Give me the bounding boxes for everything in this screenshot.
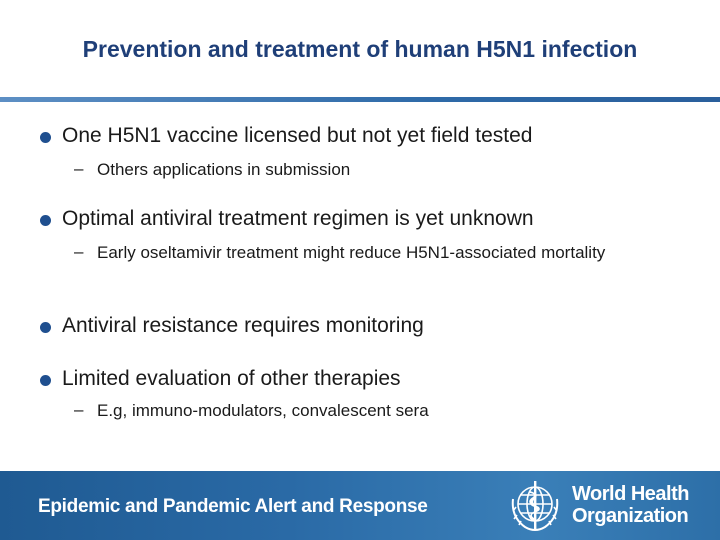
- sub-bullet-item: E.g, immuno-modulators, convalescent sera: [97, 401, 429, 420]
- bullet-dot: [40, 132, 51, 143]
- title-divider: [0, 97, 720, 102]
- footer-banner: [0, 471, 720, 540]
- sub-bullet-dash: –: [74, 159, 84, 178]
- bullet-dot: [40, 375, 51, 386]
- who-wordmark-line1: World Health: [572, 483, 689, 505]
- slide-title: Prevention and treatment of human H5N1 infection: [82, 36, 638, 62]
- who-emblem-icon: [505, 477, 565, 537]
- who-wordmark-line2: Organization: [572, 505, 689, 527]
- bullet-dot: [40, 215, 51, 226]
- bullet-item: Limited evaluation of other therapies: [62, 367, 401, 390]
- bullet-dot: [40, 322, 51, 333]
- sub-bullet-dash: –: [74, 242, 84, 261]
- sub-bullet-item: Early oseltamivir treatment might reduce H5N1-associated mortality: [97, 243, 606, 262]
- bullet-item: One H5N1 vaccine licensed but not yet field tested: [62, 124, 533, 147]
- bullet-item: Antiviral resistance requires monitoring: [62, 314, 424, 337]
- sub-bullet-dash: –: [74, 400, 84, 419]
- who-wordmark: [572, 483, 689, 527]
- bullet-item: Optimal antiviral treatment regimen is yet unknown: [62, 207, 534, 230]
- sub-bullet-item: Others applications in submission: [97, 160, 351, 179]
- footer-program-name: Epidemic and Pandemic Alert and Response: [38, 496, 428, 517]
